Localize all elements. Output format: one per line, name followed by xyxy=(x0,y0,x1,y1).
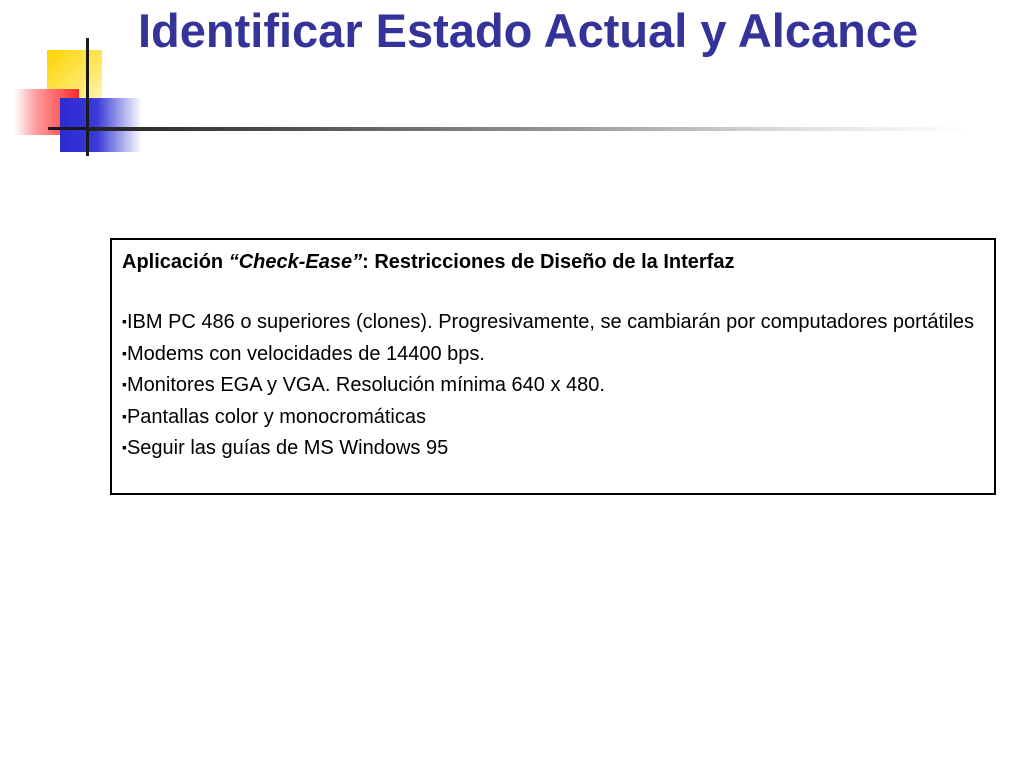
list-item-text: Monitores EGA y VGA. Resolución mínima 640 x 480. xyxy=(126,374,605,396)
box-heading-prefix: Aplicación xyxy=(122,251,229,273)
list-item xyxy=(122,401,984,433)
slide-title: Identificar Estado Actual y Alcance xyxy=(138,4,919,57)
logo-vertical-line xyxy=(86,38,89,156)
list-item-text: Pantallas color y monocromáticas xyxy=(126,405,426,428)
square-bullet-icon: ▪ xyxy=(122,376,127,392)
box-heading-app-name: “Check-Ease” xyxy=(228,251,363,273)
title-underline-divider xyxy=(88,127,968,131)
colored-squares-logo-icon xyxy=(0,0,150,160)
list-item-text: Seguir las guías de MS Windows 95 xyxy=(126,437,449,459)
restrictions-list xyxy=(122,306,984,464)
box-heading-suffix: : Restricciones de Diseño de la Interfaz xyxy=(362,251,735,273)
list-item xyxy=(122,306,984,338)
square-bullet-icon: ▪ xyxy=(122,407,127,424)
list-item xyxy=(122,338,984,370)
logo-blue-square xyxy=(60,98,142,152)
box-heading xyxy=(122,248,984,276)
list-item xyxy=(122,432,984,464)
square-bullet-icon: ▪ xyxy=(122,439,127,455)
list-item-text: Modems con velocidades de 14400 bps. xyxy=(126,342,485,365)
list-item xyxy=(122,369,984,401)
square-bullet-icon: ▪ xyxy=(122,313,127,329)
content-box xyxy=(110,238,996,495)
square-bullet-icon: ▪ xyxy=(122,344,127,361)
list-item-text: IBM PC 486 o superiores (clones). Progresivamente, se cambiarán por computadores portátiles xyxy=(126,311,975,333)
